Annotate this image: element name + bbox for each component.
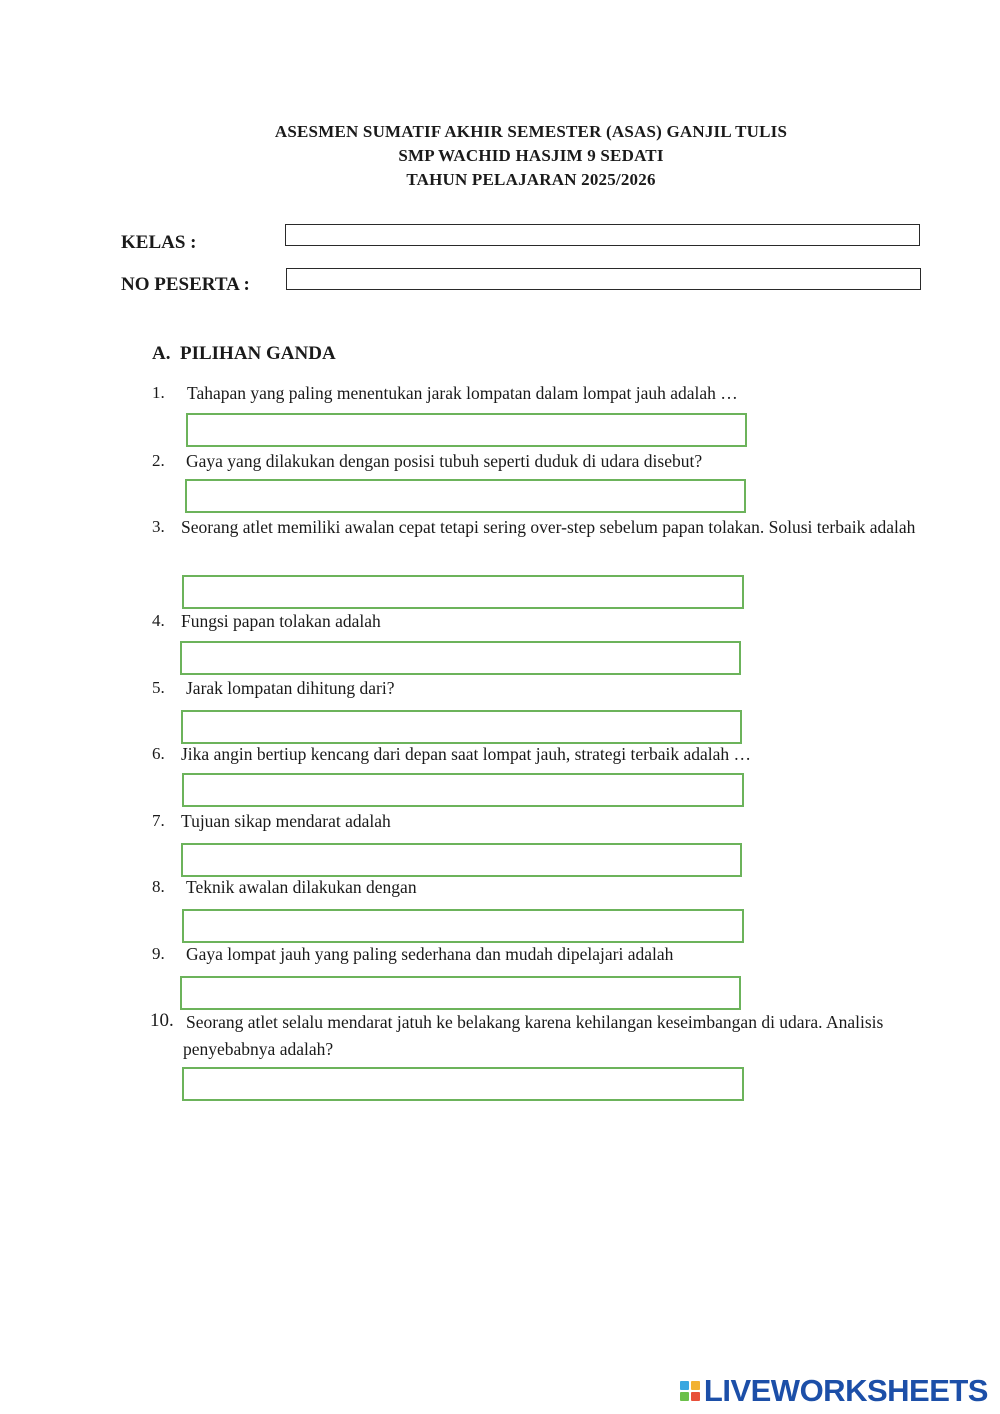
- question-text: Seorang atlet memiliki awalan cepat tetapi sering over-step sebelum papan tolakan. Solusi terbaik adalah: [181, 517, 916, 537]
- header-title: ASESMEN SUMATIF AKHIR SEMESTER (ASAS) GANJIL TULIS: [274, 122, 788, 141]
- answer-input-6[interactable]: [182, 773, 744, 807]
- answer-input-9[interactable]: [180, 976, 741, 1010]
- question-number: 6.: [152, 744, 165, 763]
- question-text: Gaya lompat jauh yang paling sederhana dan mudah dipelajari adalah: [186, 944, 674, 964]
- answer-input-5[interactable]: [181, 710, 742, 744]
- question-text: Gaya yang dilakukan dengan posisi tubuh seperti duduk di udara disebut?: [186, 451, 703, 471]
- liveworksheets-logo: [680, 1373, 988, 1409]
- header-year: TAHUN PELAJARAN 2025/2026: [406, 170, 656, 189]
- question-text: Jarak lompatan dihitung dari?: [186, 678, 395, 698]
- answer-input-4[interactable]: [180, 641, 741, 675]
- kelas-label: KELAS :: [121, 232, 197, 253]
- question-number: 5.: [152, 678, 165, 697]
- answer-input-7[interactable]: [181, 843, 742, 877]
- question-number: 3.: [152, 517, 165, 536]
- liveworksheets-logo-icon: [680, 1381, 700, 1401]
- question-number: 1.: [152, 383, 165, 402]
- answer-input-1[interactable]: [186, 413, 747, 447]
- question-number: 2.: [152, 451, 165, 470]
- question-text: Teknik awalan dilakukan dengan: [186, 877, 417, 897]
- question-number: 8.: [152, 877, 165, 896]
- worksheet-header: [0, 120, 1000, 192]
- answer-input-8[interactable]: [182, 909, 744, 943]
- kelas-input[interactable]: [285, 224, 920, 246]
- question-number: 9.: [152, 944, 165, 963]
- question-number: 7.: [152, 811, 165, 830]
- no-peserta-input[interactable]: [286, 268, 921, 290]
- answer-input-10[interactable]: [182, 1067, 744, 1101]
- liveworksheets-logo-text: LIVEWORKSHEETS: [703, 1373, 988, 1408]
- question-number: 10.: [150, 1010, 174, 1031]
- question-text: Tujuan sikap mendarat adalah: [181, 811, 391, 831]
- answer-input-2[interactable]: [185, 479, 746, 513]
- no-peserta-label: NO PESERTA :: [121, 274, 250, 295]
- question-number: 4.: [152, 611, 165, 630]
- question-text: Fungsi papan tolakan adalah: [181, 611, 381, 631]
- question-text: Seorang atlet selalu mendarat jatuh ke belakang karena kehilangan keseimbangan di udara. Analisis penyebabnya adalah?: [183, 1012, 884, 1059]
- answer-input-3[interactable]: [182, 575, 744, 609]
- question-text: Tahapan yang paling menentukan jarak lompatan dalam lompat jauh adalah …: [187, 383, 738, 403]
- header-school: SMP WACHID HASJIM 9 SEDATI: [398, 146, 664, 165]
- section-title: A. PILIHAN GANDA: [152, 343, 336, 364]
- question-text: Jika angin bertiup kencang dari depan saat lompat jauh, strategi terbaik adalah …: [181, 744, 752, 764]
